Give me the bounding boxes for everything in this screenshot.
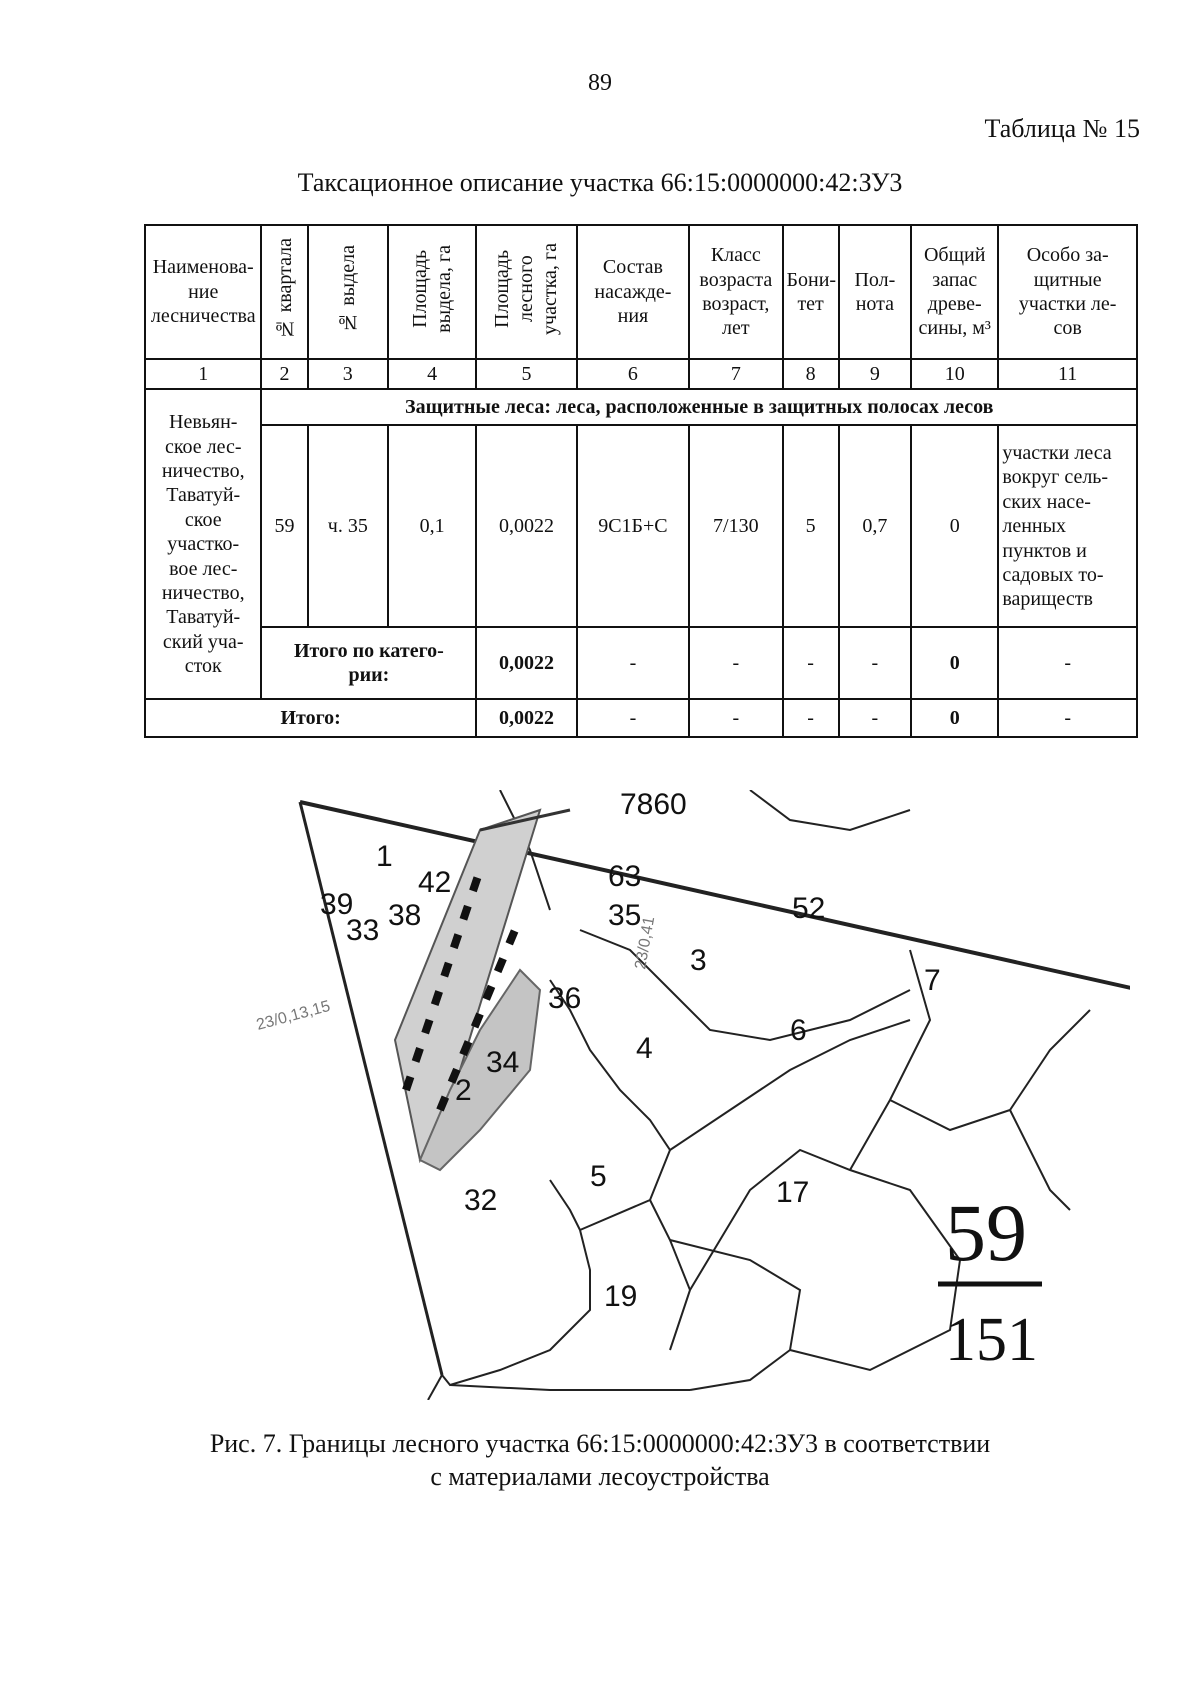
header-protective: Особо за- щитные участки ле- сов (1018, 244, 1117, 340)
parcel-label: 34 (486, 1046, 520, 1079)
subtotal-stock: 0 (911, 627, 998, 699)
taxation-table (144, 224, 1138, 738)
column-number-row (145, 359, 1137, 389)
column-number: 3 (308, 359, 388, 389)
parcel-label: 52 (792, 892, 826, 925)
cell-section: ч. 35 (308, 425, 388, 627)
category-title: Защитные леса: леса, расположенные в защитных полосах лесов (261, 389, 1137, 425)
page-number: 89 (588, 70, 612, 96)
subtotal-bonitet: - (783, 627, 839, 699)
cell-age-class: 7/130 (689, 425, 782, 627)
header-stock: Общий запас древе- сины, м³ (918, 244, 991, 340)
header-age-class: Класс возраста возраст, лет (699, 244, 773, 340)
subtotal-row (145, 627, 1137, 699)
table-title: Таксационное описание участка 66:15:0000000:42:ЗУ3 (297, 168, 903, 197)
table-label: Таблица № 15 (984, 114, 1140, 143)
handwritten-note: 23/0,41 (632, 915, 659, 971)
forest-map (150, 790, 1130, 1400)
subtotal-label: Итого по катего- рии: (261, 627, 476, 699)
cell-plot-area: 0,0022 (476, 425, 576, 627)
total-row (145, 699, 1137, 737)
header-bonitet: Бони- тет (786, 268, 837, 315)
cell-density: 0,7 (839, 425, 911, 627)
forestry-name: Невьян- ское лес- ничество, Таватуй- ское участко- вое лес- ничество, Таватуй- ский уча- сток (145, 389, 261, 699)
parcel-label: 5 (590, 1160, 607, 1193)
column-number: 1 (145, 359, 261, 389)
column-number: 11 (998, 359, 1137, 389)
header-composition: Состав насажде- ния (594, 256, 672, 328)
parcel-label: 3 (690, 944, 707, 977)
header-plot-area: Площадь лесного участка, га (491, 242, 562, 335)
header-density: Пол- нота (854, 268, 896, 315)
parcel-label: 38 (388, 899, 422, 932)
parcel-label: 2 (455, 1074, 472, 1107)
total-bonitet: - (783, 699, 839, 737)
cell-stock: 0 (911, 425, 998, 627)
parcel-label: 4 (636, 1032, 653, 1065)
subtotal-composition: - (577, 627, 689, 699)
column-number: 2 (261, 359, 307, 389)
total-composition: - (577, 699, 689, 737)
subtotal-area: 0,0022 (476, 627, 576, 699)
quarter-number: 59 (945, 1187, 1027, 1278)
column-number: 4 (388, 359, 476, 389)
cell-bonitet: 5 (783, 425, 839, 627)
parcel-label: 32 (464, 1184, 498, 1217)
table-row (145, 425, 1137, 627)
total-density: - (839, 699, 911, 737)
handwritten-note: 23/0,13,15 (254, 997, 333, 1034)
total-age-class: - (689, 699, 782, 737)
parcel-label: 36 (548, 982, 582, 1015)
subtotal-protective: - (998, 627, 1137, 699)
quarter-area: 151 (945, 1306, 1038, 1374)
parcel-label: 17 (776, 1176, 810, 1209)
top-label: 7860 (620, 790, 687, 821)
parcel-label: 39 (320, 888, 354, 921)
header-section: № выдела (336, 244, 359, 333)
parcel-label: 63 (608, 860, 642, 893)
cell-section-area: 0,1 (388, 425, 476, 627)
column-number: 5 (476, 359, 576, 389)
column-number: 10 (911, 359, 998, 389)
header-section-area: Площадь выдела, га (409, 244, 456, 333)
total-protective: - (998, 699, 1137, 737)
parcel-label: 19 (604, 1280, 638, 1313)
total-stock: 0 (911, 699, 998, 737)
header-quarter: № квартала (273, 238, 296, 340)
column-number: 6 (577, 359, 689, 389)
parcel-label: 42 (418, 866, 452, 899)
category-row (145, 389, 1137, 425)
column-number: 7 (689, 359, 782, 389)
column-number: 8 (783, 359, 839, 389)
forest-map-svg (150, 790, 1130, 1400)
parcel-label: 1 (376, 840, 393, 873)
subtotal-density: - (839, 627, 911, 699)
parcel-label: 35 (608, 899, 642, 932)
cell-composition: 9С1Б+С (577, 425, 689, 627)
parcel-label: 7 (924, 964, 941, 997)
column-number: 9 (839, 359, 911, 389)
parcel-label: 6 (790, 1014, 807, 1047)
cell-quarter: 59 (261, 425, 307, 627)
header-forestry: Наименова- ние лесничества (150, 256, 256, 328)
total-label: Итого: (145, 699, 476, 737)
parcel-label: 33 (346, 914, 380, 947)
subtotal-age-class: - (689, 627, 782, 699)
total-area: 0,0022 (476, 699, 576, 737)
cell-protective: участки леса вокруг сель- ских насе- ленных пунктов и садовых то- вариществ (998, 425, 1137, 627)
header-row (145, 225, 1137, 359)
figure-caption: Рис. 7. Границы лесного участка 66:15:0000000:42:ЗУ3 в соответствии с материалами лесоустройства (209, 1429, 991, 1491)
